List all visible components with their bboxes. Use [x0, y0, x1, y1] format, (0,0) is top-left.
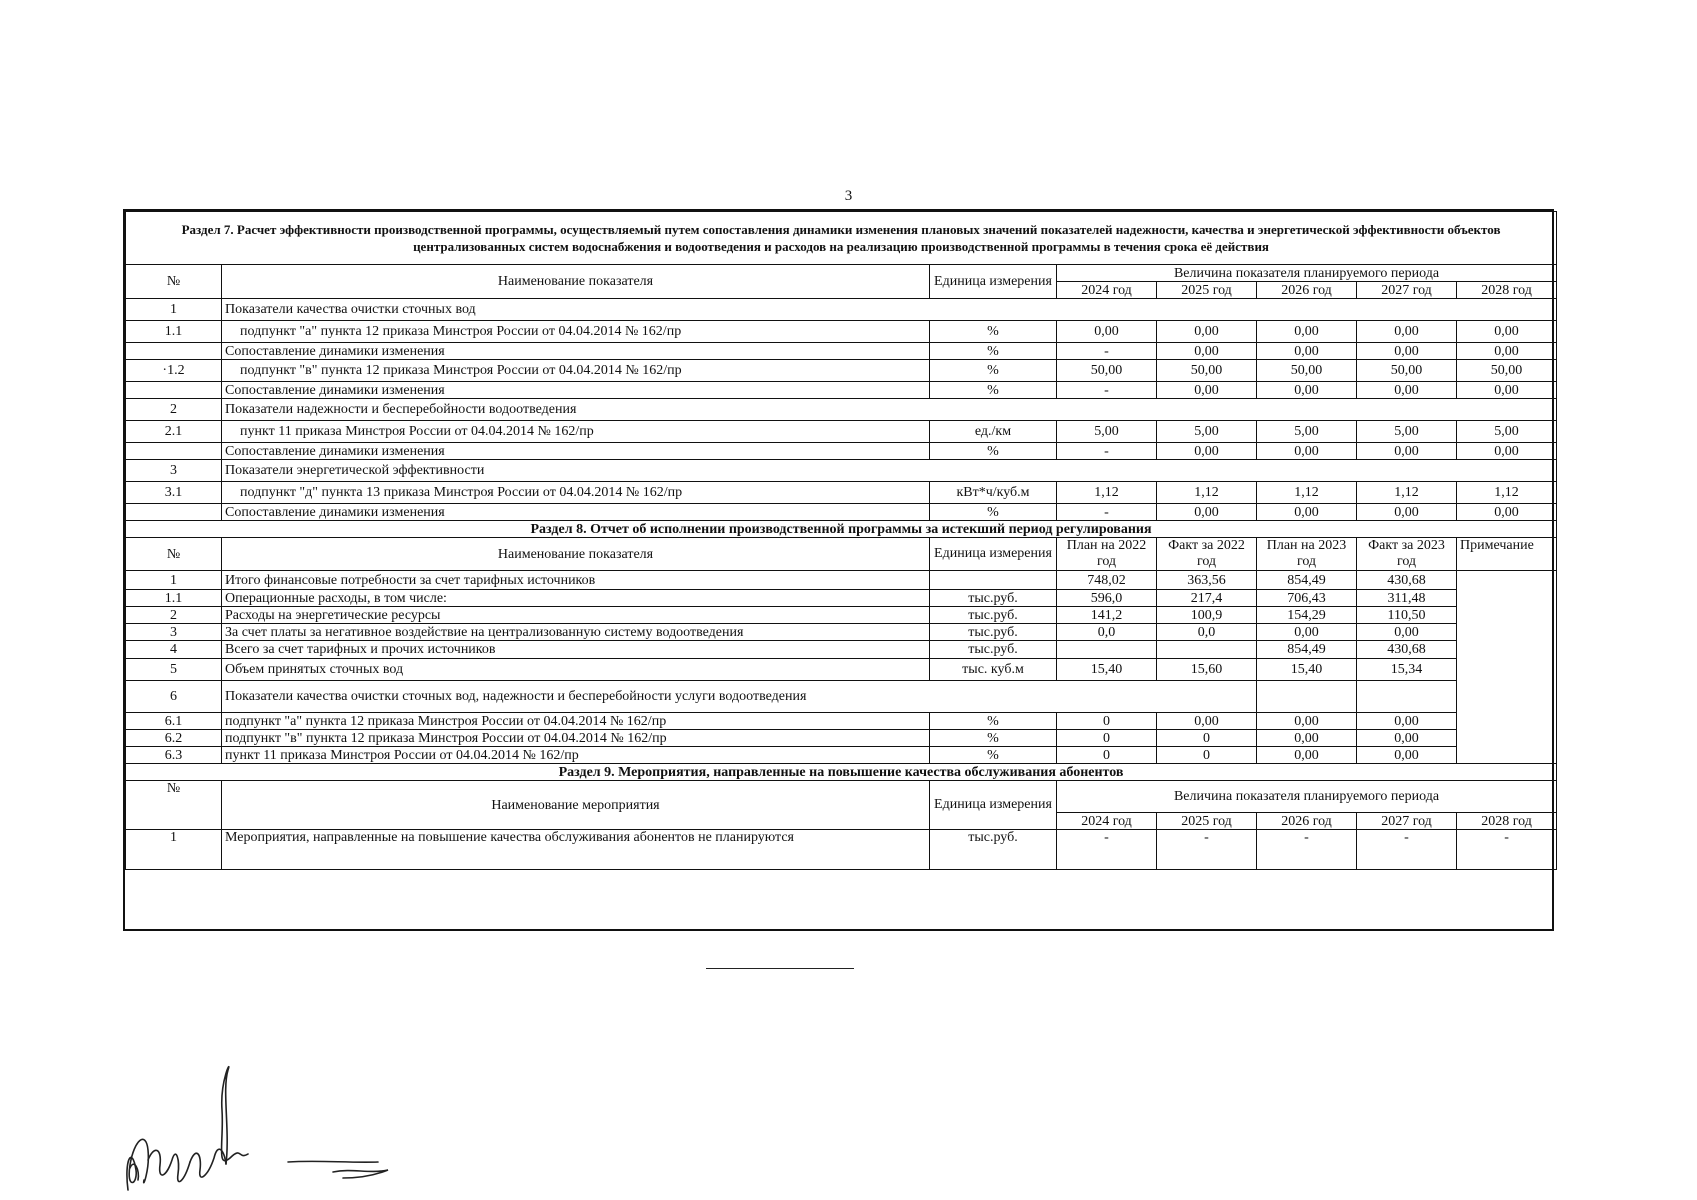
section8-data-row: [126, 730, 1557, 747]
header-period: Величина показателя планируемого периода: [1057, 781, 1557, 813]
row-value: 0,00: [1257, 730, 1357, 747]
row-value: 363,56: [1157, 571, 1257, 590]
section7-header-row: [126, 265, 1557, 282]
row-name: Всего за счет тарифных и прочих источников: [222, 641, 930, 659]
row-num: 2: [126, 607, 222, 624]
section9-header-row: [126, 781, 1557, 813]
row-value: 0,00: [1357, 321, 1457, 343]
row-value: 854,49: [1257, 571, 1357, 590]
section7-group-row: [126, 299, 1557, 321]
row-name: подпункт "а" пункта 12 приказа Минстроя России от 04.04.2014 № 162/пр: [222, 321, 930, 343]
section8-data-row: [126, 607, 1557, 624]
row-value: 0,00: [1257, 713, 1357, 730]
row-num: ·1.2: [126, 360, 222, 382]
row-num: 2.1: [126, 421, 222, 443]
row-value: 0,00: [1157, 382, 1257, 399]
row-value: 0,00: [1357, 504, 1457, 521]
row-unit: ед./км: [930, 421, 1057, 443]
row-num: 3: [126, 624, 222, 641]
row-value: 154,29: [1257, 607, 1357, 624]
header-unit: Единица измерения: [930, 265, 1057, 299]
row-value: [1357, 681, 1457, 713]
section8-data-row: [126, 713, 1557, 730]
row-value: 0: [1057, 713, 1157, 730]
row-name: Объем принятых сточных вод: [222, 659, 930, 681]
row-name: подпункт "в" пункта 12 приказа Минстроя России от 04.04.2014 № 162/пр: [222, 730, 930, 747]
row-num: [126, 504, 222, 521]
header-note: Примечание: [1457, 538, 1557, 571]
section8-header-row: [126, 538, 1557, 571]
row-value: 1,12: [1457, 482, 1557, 504]
row-unit: [930, 571, 1057, 590]
row-name: подпункт "д" пункта 13 приказа Минстроя России от 04.04.2014 № 162/пр: [222, 482, 930, 504]
row-value: 5,00: [1457, 421, 1557, 443]
row-value: 0,00: [1257, 504, 1357, 521]
row-name: Показатели энергетической эффективности: [222, 460, 1557, 482]
section8-data-row: [126, 590, 1557, 607]
row-value: 0,00: [1257, 747, 1357, 764]
row-value: 5,00: [1157, 421, 1257, 443]
header-year: 2025 год: [1157, 282, 1257, 299]
row-value: 0,00: [1257, 321, 1357, 343]
row-value: 0,00: [1357, 747, 1457, 764]
section8-data-row: [126, 681, 1557, 713]
row-value: 1,12: [1057, 482, 1157, 504]
section7-group-row: [126, 399, 1557, 421]
row-value: 0,00: [1357, 624, 1457, 641]
header-name: Наименование мероприятия: [222, 781, 930, 830]
row-value: 0: [1157, 747, 1257, 764]
row-name: Сопоставление динамики изменения: [222, 504, 930, 521]
section7-title: Раздел 7. Расчет эффективности производственной программы, осуществляемый путем сопоставления динамики изменения плановых значений показателей надежности, качества и энергетической эффективности объектов централизованных систем водоснабжения и водоотведения и расходов на реализацию производственной программы в течения срока её действия: [126, 212, 1557, 265]
section7-data-row: [126, 382, 1557, 399]
row-value: 100,9: [1157, 607, 1257, 624]
section9-title-row: [126, 764, 1557, 781]
section8-data-row: [126, 747, 1557, 764]
row-value: 0,00: [1157, 713, 1257, 730]
row-name: Сопоставление динамики изменения: [222, 343, 930, 360]
header-year: 2024 год: [1057, 282, 1157, 299]
row-num: 6: [126, 681, 222, 713]
header-year: 2027 год: [1357, 282, 1457, 299]
row-value: -: [1057, 343, 1157, 360]
row-value: 0: [1157, 730, 1257, 747]
section7-data-row: [126, 443, 1557, 460]
section8-data-row: [126, 641, 1557, 659]
row-value: 0,00: [1457, 504, 1557, 521]
row-value: 15,40: [1057, 659, 1157, 681]
header-unit: Единица измерения: [930, 781, 1057, 830]
section7-data-row: [126, 343, 1557, 360]
row-num: [126, 443, 222, 460]
row-value: 15,34: [1357, 659, 1457, 681]
row-num: 6.2: [126, 730, 222, 747]
row-value: 430,68: [1357, 571, 1457, 590]
row-num: 3.1: [126, 482, 222, 504]
row-value: 1,12: [1157, 482, 1257, 504]
row-unit: тыс.руб.: [930, 641, 1057, 659]
row-unit: %: [930, 343, 1057, 360]
row-unit: %: [930, 730, 1057, 747]
handwritten-signature: [118, 1050, 438, 1200]
row-value: 0: [1057, 747, 1157, 764]
row-value: [1057, 641, 1157, 659]
row-value: 311,48: [1357, 590, 1457, 607]
row-unit: тыс.руб.: [930, 607, 1057, 624]
row-name: За счет платы за негативное воздействие на централизованную систему водоотведения: [222, 624, 930, 641]
row-name: Сопоставление динамики изменения: [222, 443, 930, 460]
row-num: 1: [126, 571, 222, 590]
header-year: 2024 год: [1057, 813, 1157, 830]
row-value: 0,00: [1457, 343, 1557, 360]
section9-data-row: [126, 830, 1557, 870]
row-num: 3: [126, 460, 222, 482]
row-value: -: [1057, 382, 1157, 399]
section8-title: Раздел 8. Отчет об исполнении производственной программы за истекший период регулирования: [126, 521, 1557, 538]
row-num: 1.1: [126, 590, 222, 607]
row-value: 706,43: [1257, 590, 1357, 607]
row-value: -: [1057, 504, 1157, 521]
row-unit: %: [930, 713, 1057, 730]
row-name: Сопоставление динамики изменения: [222, 382, 930, 399]
row-name: Мероприятия, направленные на повышение качества обслуживания абонентов не планируются: [222, 830, 930, 870]
header-num: №: [126, 781, 222, 830]
row-num: 2: [126, 399, 222, 421]
row-value: 0,00: [1257, 443, 1357, 460]
row-value: 430,68: [1357, 641, 1457, 659]
row-num: 4: [126, 641, 222, 659]
row-value: 0,00: [1257, 382, 1357, 399]
main-table: [125, 211, 1557, 870]
header-year: 2028 год: [1457, 282, 1557, 299]
row-value: 50,00: [1457, 360, 1557, 382]
header-unit: Единица измерения: [930, 538, 1057, 571]
row-name: подпункт "а" пункта 12 приказа Минстроя России от 04.04.2014 № 162/пр: [222, 713, 930, 730]
section7-data-row: [126, 421, 1557, 443]
row-value: 0,0: [1157, 624, 1257, 641]
row-unit: тыс.руб.: [930, 830, 1057, 870]
header-period: Величина показателя планируемого периода: [1057, 265, 1557, 282]
header-plan-2023: План на 2023 год: [1257, 538, 1357, 571]
row-value: 50,00: [1057, 360, 1157, 382]
row-value: 50,00: [1257, 360, 1357, 382]
header-num: №: [126, 265, 222, 299]
row-value: -: [1257, 830, 1357, 870]
row-unit: %: [930, 504, 1057, 521]
row-value: 5,00: [1357, 421, 1457, 443]
header-num: №: [126, 538, 222, 571]
row-num: 5: [126, 659, 222, 681]
header-fact-2022: Факт за 2022 год: [1157, 538, 1257, 571]
row-value: 15,60: [1157, 659, 1257, 681]
row-value: 854,49: [1257, 641, 1357, 659]
section9-title: Раздел 9. Мероприятия, направленные на повышение качества обслуживания абонентов: [126, 764, 1557, 781]
row-num: 6.3: [126, 747, 222, 764]
row-unit: кВт*ч/куб.м: [930, 482, 1057, 504]
row-value: 0,0: [1057, 624, 1157, 641]
row-value: 0,00: [1257, 624, 1357, 641]
section7-data-row: [126, 482, 1557, 504]
row-unit: тыс.руб.: [930, 590, 1057, 607]
row-value: -: [1357, 830, 1457, 870]
row-unit: тыс. куб.м: [930, 659, 1057, 681]
row-value: 0,00: [1357, 730, 1457, 747]
row-num: 1.1: [126, 321, 222, 343]
header-year: 2027 год: [1357, 813, 1457, 830]
row-value: 0,00: [1357, 343, 1457, 360]
row-value: 748,02: [1057, 571, 1157, 590]
row-value: 0,00: [1157, 504, 1257, 521]
row-value: 1,12: [1357, 482, 1457, 504]
row-value: 0,00: [1357, 382, 1457, 399]
row-unit: %: [930, 321, 1057, 343]
header-name: Наименование показателя: [222, 265, 930, 299]
header-year: 2026 год: [1257, 282, 1357, 299]
section7-data-row: [126, 360, 1557, 382]
section7-data-row: [126, 504, 1557, 521]
row-value: 50,00: [1357, 360, 1457, 382]
row-value: 0: [1057, 730, 1157, 747]
row-value: 0,00: [1457, 382, 1557, 399]
row-value: 0,00: [1357, 443, 1457, 460]
row-value: 217,4: [1157, 590, 1257, 607]
section7-group-row: [126, 460, 1557, 482]
section8-data-row: [126, 571, 1557, 590]
row-value: 5,00: [1257, 421, 1357, 443]
row-value: 0,00: [1457, 321, 1557, 343]
row-value: [1157, 641, 1257, 659]
row-name: Операционные расходы, в том числе:: [222, 590, 930, 607]
row-value: -: [1057, 443, 1157, 460]
row-value: 50,00: [1157, 360, 1257, 382]
section8-data-row: [126, 659, 1557, 681]
row-value: 0,00: [1157, 321, 1257, 343]
row-value: -: [1157, 830, 1257, 870]
row-unit: %: [930, 382, 1057, 399]
row-name: Показатели качества очистки сточных вод, надежности и бесперебойности услуги водоотведения: [222, 681, 1257, 713]
row-value: 0,00: [1157, 343, 1257, 360]
row-name: подпункт "в" пункта 12 приказа Минстроя России от 04.04.2014 № 162/пр: [222, 360, 930, 382]
row-value: 5,00: [1057, 421, 1157, 443]
row-value: -: [1057, 830, 1157, 870]
row-num: [126, 382, 222, 399]
row-value: [1257, 681, 1357, 713]
row-value: 15,40: [1257, 659, 1357, 681]
row-unit: %: [930, 360, 1057, 382]
row-num: 1: [126, 830, 222, 870]
row-num: 1: [126, 299, 222, 321]
header-year: 2025 год: [1157, 813, 1257, 830]
section8-title-row: [126, 521, 1557, 538]
row-value: 0,00: [1357, 713, 1457, 730]
header-fact-2023: Факт за 2023 год: [1357, 538, 1457, 571]
page-number: 3: [844, 188, 853, 204]
row-value: 596,0: [1057, 590, 1157, 607]
row-unit: %: [930, 443, 1057, 460]
separator-line: [706, 968, 854, 969]
section8-data-row: [126, 624, 1557, 641]
row-value: 110,50: [1357, 607, 1457, 624]
row-name: пункт 11 приказа Минстроя России от 04.04.2014 № 162/пр: [222, 421, 930, 443]
row-name: Показатели качества очистки сточных вод: [222, 299, 1557, 321]
row-name: пункт 11 приказа Минстроя России от 04.04.2014 № 162/пр: [222, 747, 930, 764]
row-name: Итого финансовые потребности за счет тарифных источников: [222, 571, 930, 590]
row-name: Расходы на энергетические ресурсы: [222, 607, 930, 624]
row-unit: тыс.руб.: [930, 624, 1057, 641]
row-value: 0,00: [1457, 443, 1557, 460]
section7-title-row: [126, 212, 1557, 265]
row-name: Показатели надежности и бесперебойности водоотведения: [222, 399, 1557, 421]
row-value: 0,00: [1057, 321, 1157, 343]
row-value: 141,2: [1057, 607, 1157, 624]
section7-data-row: [126, 321, 1557, 343]
row-value: -: [1457, 830, 1557, 870]
note-cell: [1457, 571, 1557, 764]
row-value: 1,12: [1257, 482, 1357, 504]
row-value: 0,00: [1257, 343, 1357, 360]
header-year: 2026 год: [1257, 813, 1357, 830]
document-table-frame: [123, 209, 1554, 931]
row-num: 6.1: [126, 713, 222, 730]
header-plan-2022: План на 2022 год: [1057, 538, 1157, 571]
header-name: Наименование показателя: [222, 538, 930, 571]
row-unit: %: [930, 747, 1057, 764]
header-year: 2028 год: [1457, 813, 1557, 830]
row-num: [126, 343, 222, 360]
row-value: 0,00: [1157, 443, 1257, 460]
